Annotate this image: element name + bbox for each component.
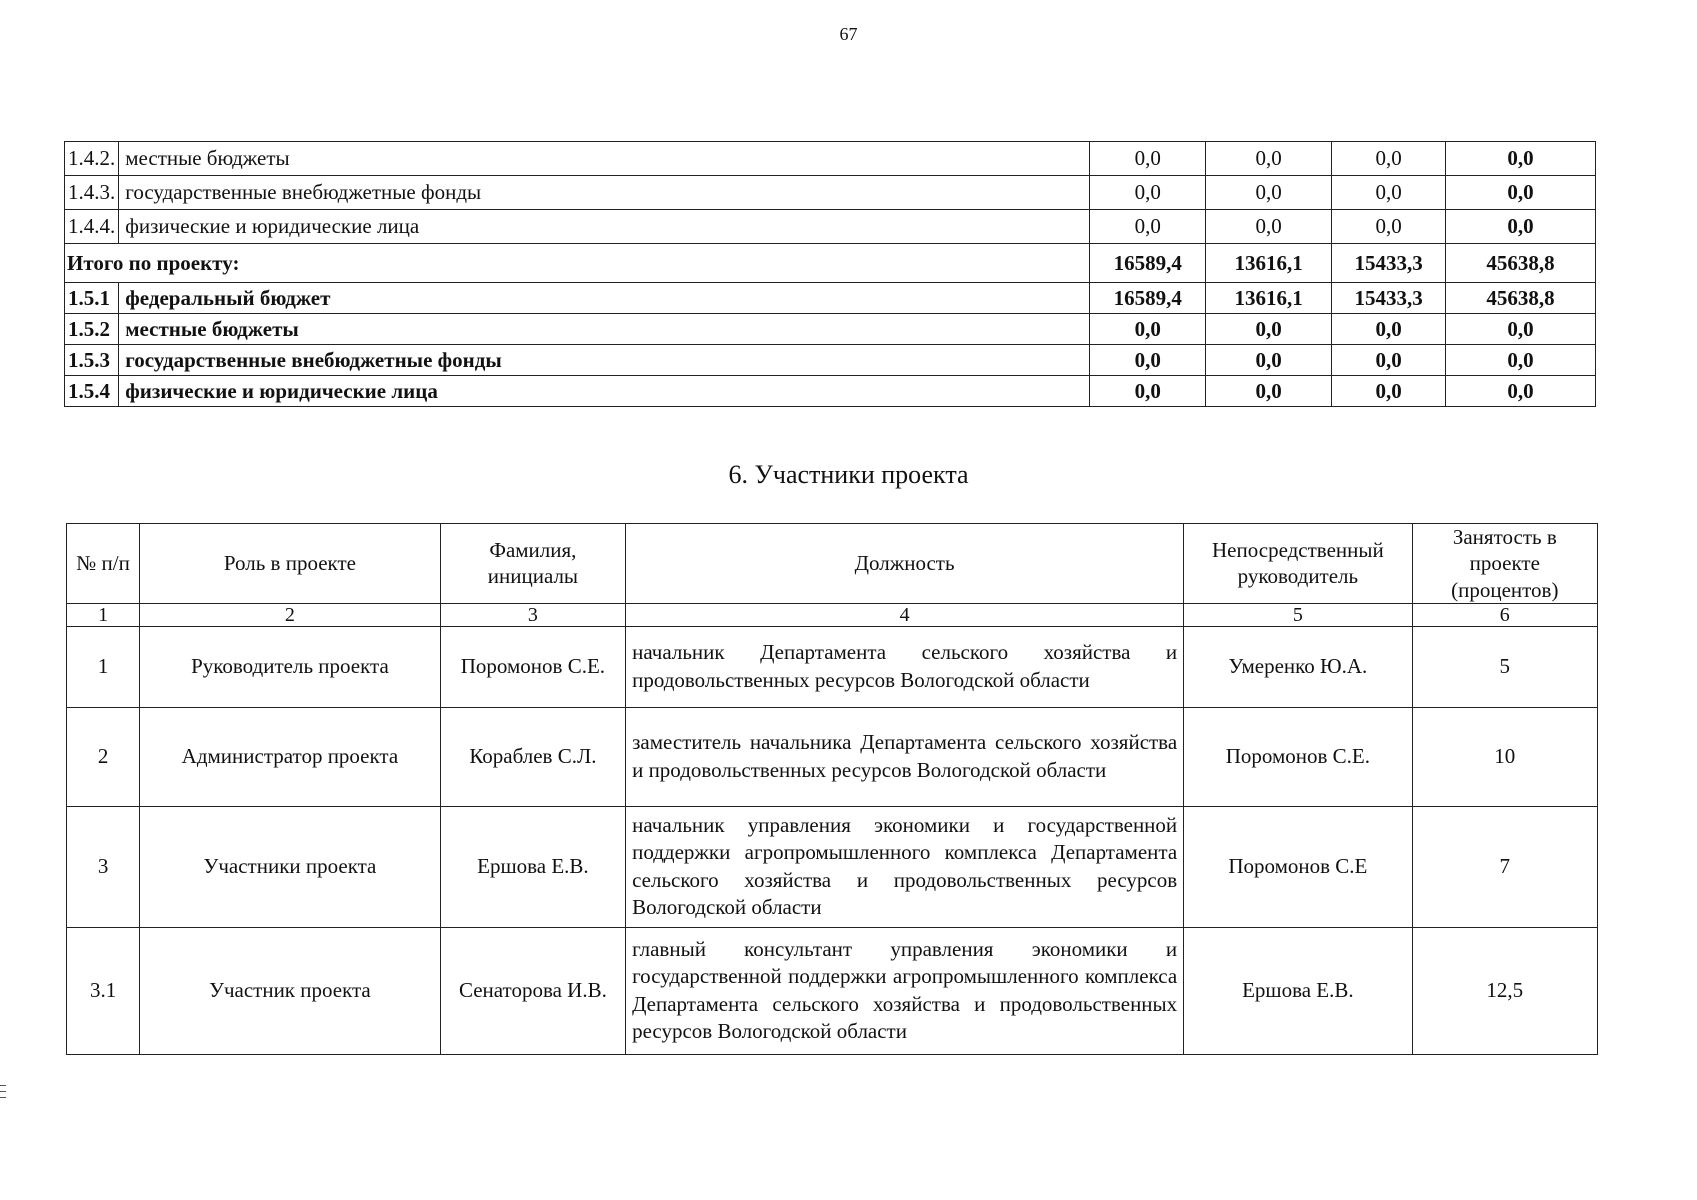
table-row	[67, 626, 1598, 707]
row-name: местные бюджеты	[119, 142, 1090, 176]
value-year-3: 0,0	[1332, 314, 1446, 345]
participant-name: Ершова Е.В.	[440, 806, 625, 927]
table-row	[67, 707, 1598, 806]
table-row	[65, 345, 1596, 376]
value-year-2: 0,0	[1206, 376, 1332, 407]
value-year-2: 0,0	[1206, 142, 1332, 176]
participants-table	[66, 523, 1598, 1055]
header-row	[67, 524, 1598, 604]
participant-employment: 12,5	[1412, 927, 1597, 1054]
scan-edge-mark	[0, 1085, 6, 1086]
row-name: государственные внебюджетные фонды	[119, 345, 1090, 376]
participant-manager: Умеренко Ю.А.	[1184, 626, 1412, 707]
column-number-row	[67, 603, 1598, 626]
value-total: 45638,8	[1446, 244, 1596, 283]
value-year-1: 0,0	[1090, 142, 1206, 176]
column-number: 6	[1412, 603, 1597, 626]
participant-number: 3	[67, 806, 140, 927]
header-employment: Занятость в проекте (процентов)	[1412, 524, 1597, 604]
row-code: 1.4.4.	[65, 210, 119, 244]
scan-edge-mark	[0, 1091, 6, 1092]
participant-employment: 7	[1412, 806, 1597, 927]
participant-employment: 5	[1412, 626, 1597, 707]
value-total: 0,0	[1446, 176, 1596, 210]
value-year-1: 0,0	[1090, 314, 1206, 345]
value-year-3: 15433,3	[1332, 283, 1446, 314]
value-year-1: 16589,4	[1090, 283, 1206, 314]
header-position: Должность	[626, 524, 1184, 604]
participant-number: 1	[67, 626, 140, 707]
value-year-1: 0,0	[1090, 210, 1206, 244]
value-year-2: 0,0	[1206, 314, 1332, 345]
value-year-3: 15433,3	[1332, 244, 1446, 283]
column-number: 5	[1184, 603, 1412, 626]
value-total: 45638,8	[1446, 283, 1596, 314]
participant-position: главный консультант управления экономики и государственной поддержки агропромышленного комплекса Департамента сельского хозяйства и продовольственных ресурсов Вологодской области	[626, 927, 1184, 1054]
table-row	[65, 142, 1596, 176]
value-total: 0,0	[1446, 210, 1596, 244]
participant-role: Руководитель проекта	[140, 626, 441, 707]
participant-name: Кораблев С.Л.	[440, 707, 625, 806]
table-row	[67, 806, 1598, 927]
row-code: 1.5.4	[65, 376, 119, 407]
column-number: 2	[140, 603, 441, 626]
header-manager: Непосредственный руководитель	[1184, 524, 1412, 604]
value-year-3: 0,0	[1332, 376, 1446, 407]
participant-employment: 10	[1412, 707, 1597, 806]
row-name: федеральный бюджет	[119, 283, 1090, 314]
value-year-2: 0,0	[1206, 345, 1332, 376]
participant-manager: Ершова Е.В.	[1184, 927, 1412, 1054]
value-year-2: 0,0	[1206, 210, 1332, 244]
value-total: 0,0	[1446, 376, 1596, 407]
row-code: 1.5.2	[65, 314, 119, 345]
value-year-2: 13616,1	[1206, 244, 1332, 283]
participant-position: начальник Департамента сельского хозяйства и продовольственных ресурсов Вологодской области	[626, 626, 1184, 707]
row-code: 1.4.2.	[65, 142, 119, 176]
row-name: физические и юридические лица	[119, 376, 1090, 407]
participant-position: заместитель начальника Департамента сельского хозяйства и продовольственных ресурсов Вологодской области	[626, 707, 1184, 806]
table-row	[65, 176, 1596, 210]
table-row	[65, 283, 1596, 314]
participant-number: 2	[67, 707, 140, 806]
participant-name: Поромонов С.Е.	[440, 626, 625, 707]
value-year-2: 0,0	[1206, 176, 1332, 210]
value-year-3: 0,0	[1332, 142, 1446, 176]
column-number: 4	[626, 603, 1184, 626]
value-year-3: 0,0	[1332, 176, 1446, 210]
participant-name: Сенаторова И.В.	[440, 927, 625, 1054]
participant-role: Участник проекта	[140, 927, 441, 1054]
budget-table	[64, 141, 1596, 407]
participant-position: начальник управления экономики и государственной поддержки агропромышленного комплекса Департамента сельского хозяйства и продовольственных ресурсов Вологодской области	[626, 806, 1184, 927]
section-title: 6. Участники проекта	[728, 460, 969, 489]
scan-edge-mark	[0, 1097, 6, 1098]
participant-manager: Поромонов С.Е	[1184, 806, 1412, 927]
table-row	[65, 210, 1596, 244]
row-name: физические и юридические лица	[119, 210, 1090, 244]
participant-role: Участники проекта	[140, 806, 441, 927]
row-name: государственные внебюджетные фонды	[119, 176, 1090, 210]
value-year-1: 0,0	[1090, 376, 1206, 407]
value-year-1: 0,0	[1090, 176, 1206, 210]
value-year-1: 16589,4	[1090, 244, 1206, 283]
value-year-1: 0,0	[1090, 345, 1206, 376]
value-year-3: 0,0	[1332, 345, 1446, 376]
header-role: Роль в проекте	[140, 524, 441, 604]
column-number: 3	[440, 603, 625, 626]
value-year-3: 0,0	[1332, 210, 1446, 244]
participant-manager: Поромонов С.Е.	[1184, 707, 1412, 806]
participant-number: 3.1	[67, 927, 140, 1054]
value-total: 0,0	[1446, 345, 1596, 376]
table-row	[65, 376, 1596, 407]
value-total: 0,0	[1446, 142, 1596, 176]
table-row	[67, 927, 1598, 1054]
total-row	[65, 244, 1596, 283]
participant-role: Администратор проекта	[140, 707, 441, 806]
table-row	[65, 314, 1596, 345]
column-number: 1	[67, 603, 140, 626]
value-year-2: 13616,1	[1206, 283, 1332, 314]
total-label: Итого по проекту:	[65, 244, 1090, 283]
header-name: Фамилия, инициалы	[440, 524, 625, 604]
row-code: 1.4.3.	[65, 176, 119, 210]
row-code: 1.5.3	[65, 345, 119, 376]
value-total: 0,0	[1446, 314, 1596, 345]
row-name: местные бюджеты	[119, 314, 1090, 345]
header-number: № п/п	[67, 524, 140, 604]
row-code: 1.5.1	[65, 283, 119, 314]
page-number: 67	[839, 24, 858, 44]
